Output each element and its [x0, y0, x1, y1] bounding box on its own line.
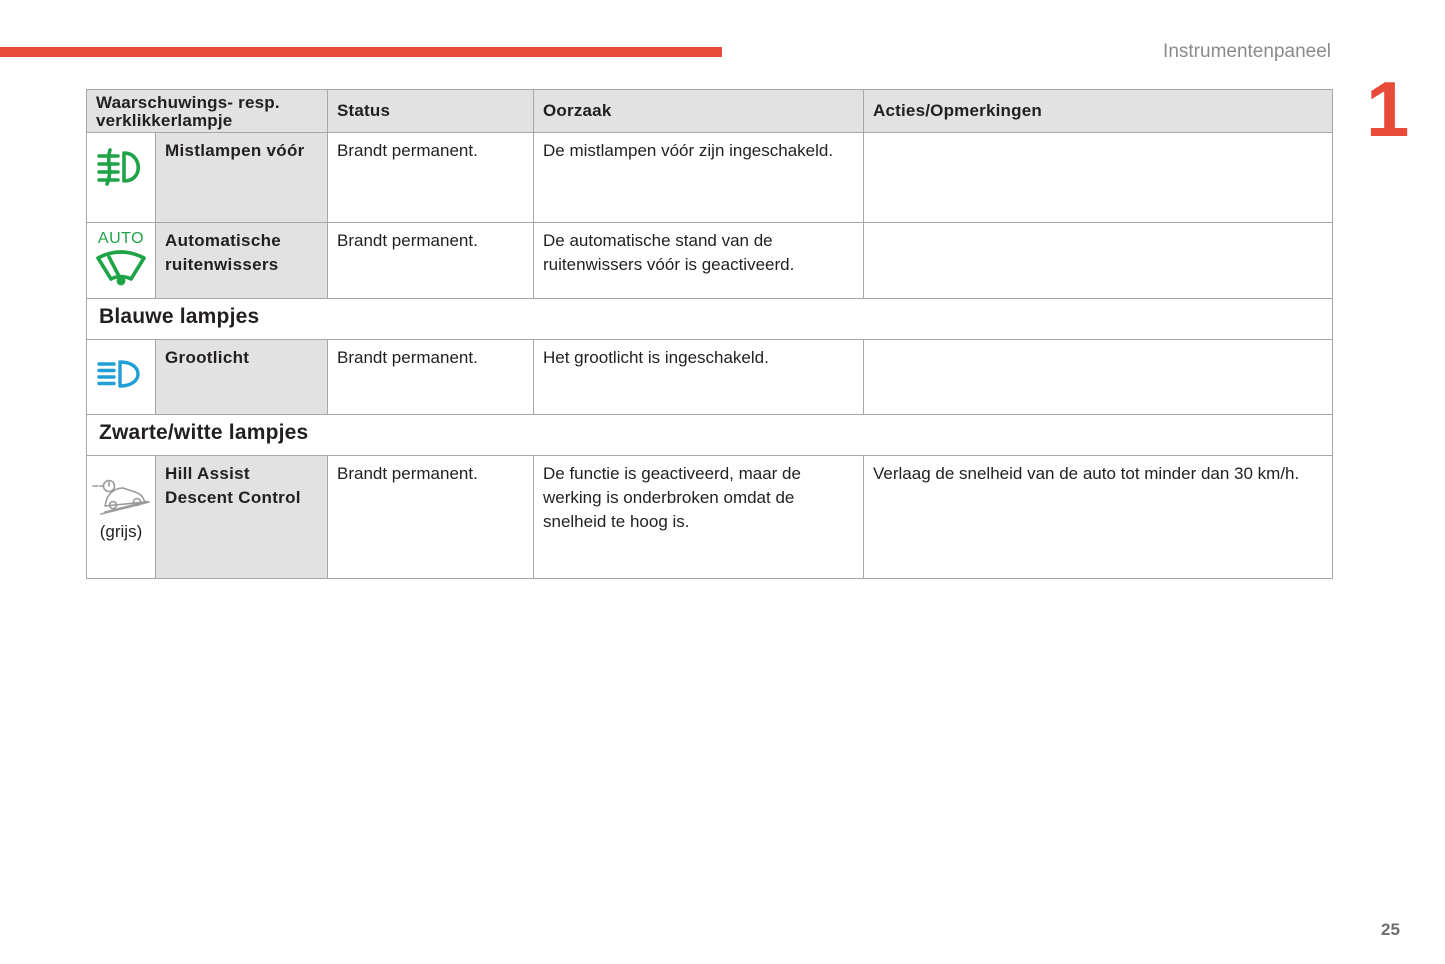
icon-cell — [87, 456, 156, 579]
status-text: Brandt permanent. — [328, 456, 534, 579]
column-header-cause: Oorzaak — [534, 90, 864, 133]
section-title: Instrumentenpaneel — [1163, 41, 1331, 62]
action-text — [864, 133, 1333, 223]
section-title-bw: Zwarte/witte lampjes — [87, 415, 1333, 456]
table-header-row — [87, 90, 1333, 133]
page-number: 25 — [1381, 920, 1400, 939]
section-title-blue: Blauwe lampjes — [87, 299, 1333, 340]
section-header-row — [87, 415, 1333, 456]
table-row — [87, 223, 1333, 299]
cause-text: Het grootlicht is ingeschakeld. — [534, 340, 864, 415]
chapter-number: 1 — [1366, 65, 1410, 153]
table-row — [87, 456, 1333, 579]
icon-cell — [87, 340, 156, 415]
main-beam-icon — [87, 340, 155, 390]
auto-wiper-icon — [87, 223, 155, 286]
status-text: Brandt permanent. — [328, 133, 534, 223]
action-text — [864, 340, 1333, 415]
warning-lamps-table — [86, 89, 1333, 579]
front-fog-lamp-icon — [87, 133, 155, 187]
auto-label: AUTO — [97, 230, 145, 247]
lamp-name: Grootlicht — [156, 340, 328, 415]
hill-descent-icon — [87, 456, 155, 542]
status-text: Brandt permanent. — [328, 340, 534, 415]
action-text — [864, 223, 1333, 299]
column-header-lamp: Waarschuwings- resp. verklikkerlampje — [87, 90, 328, 133]
icon-cell — [87, 133, 156, 223]
column-header-status: Status — [328, 90, 534, 133]
section-header-row — [87, 299, 1333, 340]
table-row — [87, 340, 1333, 415]
lamp-name: Hill Assist Descent Control — [156, 456, 328, 579]
table-row — [87, 133, 1333, 223]
cause-text: De functie is geactiveerd, maar de werking is onderbroken omdat de snelheid te hoog is. — [534, 456, 864, 579]
lamp-name: Automatische ruitenwissers — [156, 223, 328, 299]
icon-cell — [87, 223, 156, 299]
top-accent-bar — [0, 47, 722, 57]
status-text: Brandt permanent. — [328, 223, 534, 299]
cause-text: De mistlampen vóór zijn ingeschakeld. — [534, 133, 864, 223]
cause-text: De automatische stand van de ruitenwissers vóór is geactiveerd. — [534, 223, 864, 299]
lamp-name: Mistlampen vóór — [156, 133, 328, 223]
icon-color-note: (grijs) — [99, 522, 143, 541]
column-header-action: Acties/Opmerkingen — [864, 90, 1333, 133]
action-text: Verlaag de snelheid van de auto tot minder dan 30 km/h. — [864, 456, 1333, 579]
